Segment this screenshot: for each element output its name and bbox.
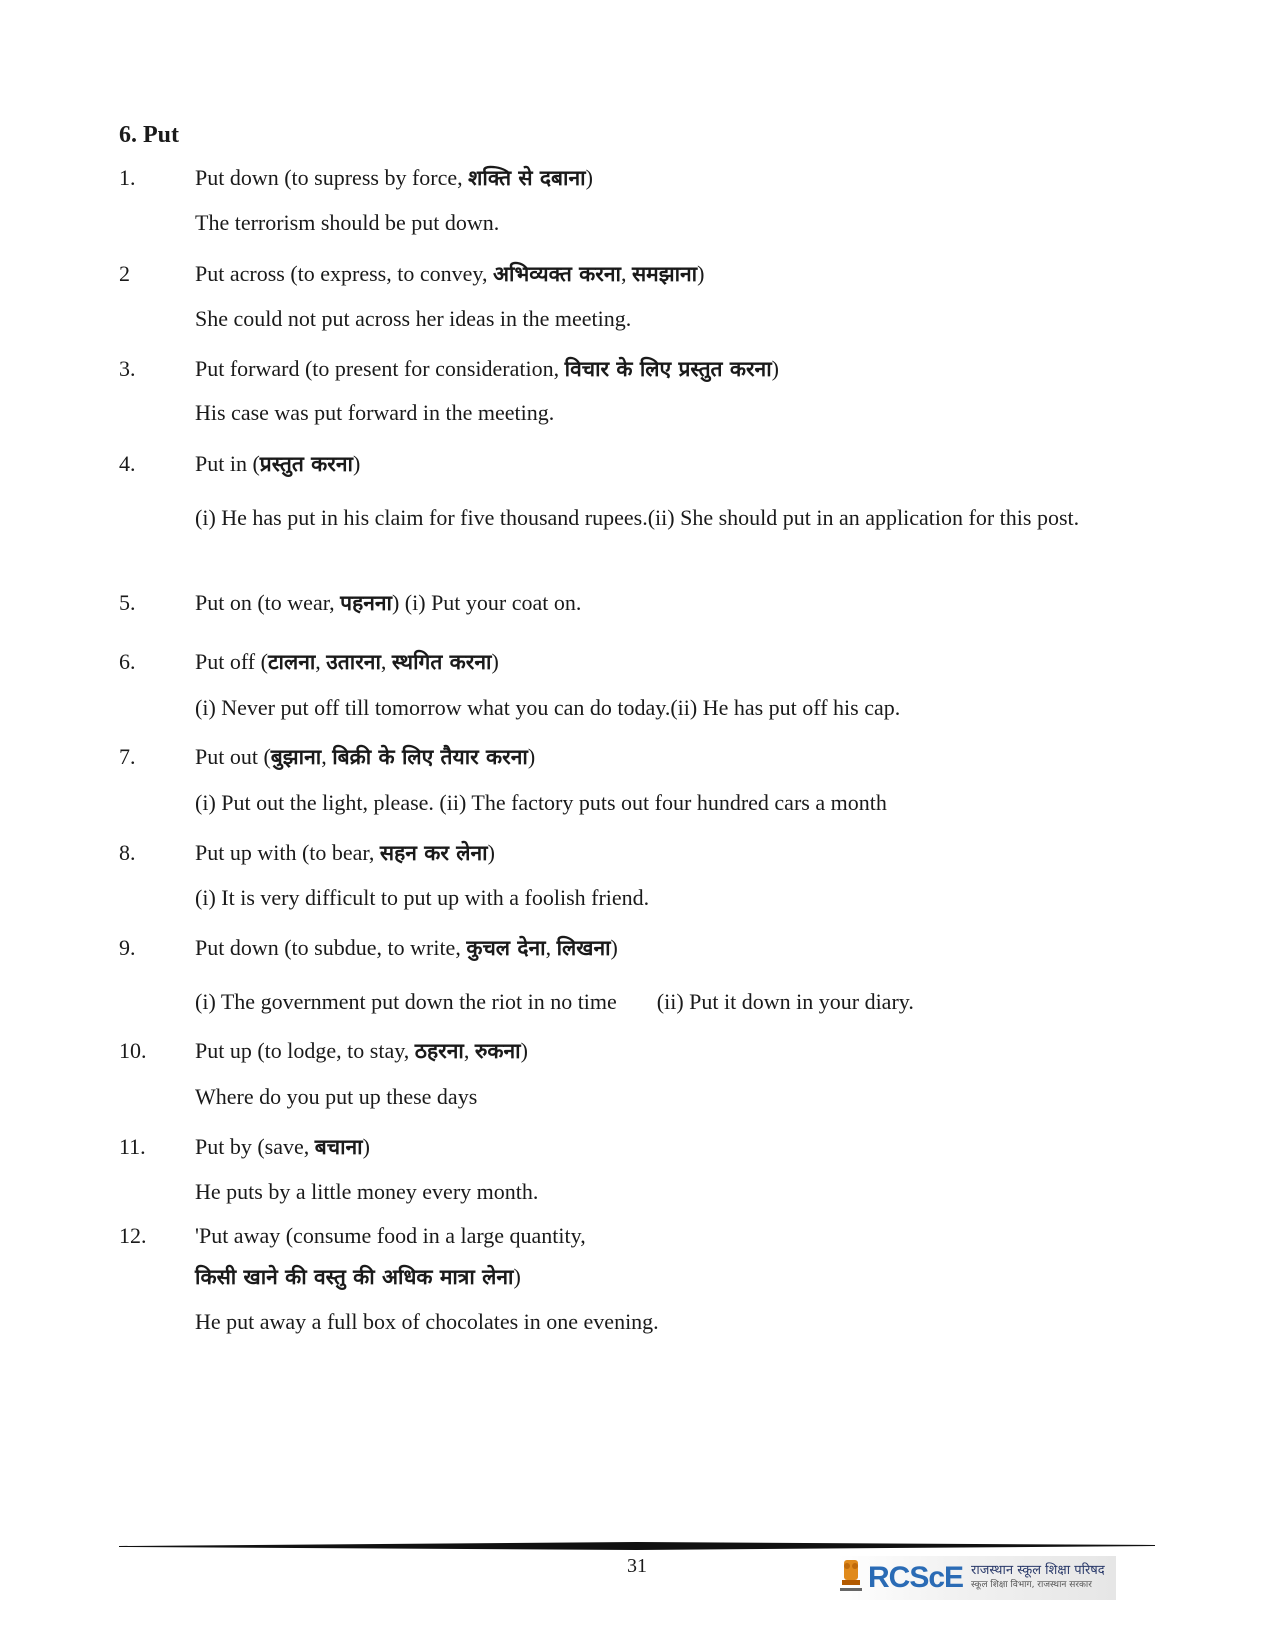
example-sentence: (i) He has put in his claim for five thousand rupees.(ii) She should put in an application for this post. xyxy=(195,505,1080,530)
phrasal-verb-term: Put down (to subdue, to write, कुचल देना, लिखना) xyxy=(195,935,618,960)
logo-wordmark: RCScE xyxy=(868,1561,964,1594)
item-number: 11. xyxy=(119,1134,146,1159)
phrasal-verb-term: Put across (to express, to convey, अभिव्यक्त करना, समझाना) xyxy=(195,261,705,286)
example-sentence: She could not put across her ideas in the meeting. xyxy=(195,306,632,331)
phrasal-verb-term: Put up with (to bear, सहन कर लेना) xyxy=(195,840,495,865)
phrasal-verb-term: Put in (प्रस्तुत करना) xyxy=(195,451,361,476)
example-sentence: (i) The government put down the riot in no time (ii) Put it down in your diary. xyxy=(195,989,914,1014)
footer-rule xyxy=(119,1542,1155,1550)
phrasal-verb-term: Put forward (to present for consideration, विचार के लिए प्रस्तुत करना) xyxy=(195,356,779,381)
item-number: 6. xyxy=(119,649,136,674)
example-sentence: Where do you put up these days xyxy=(195,1084,478,1109)
item-number: 7. xyxy=(119,744,136,769)
example-sentence: (i) Put out the light, please. (ii) The factory puts out four hundred cars a month xyxy=(195,790,887,815)
phrasal-verb-term: Put off (टालना, उतारना, स्थगित करना) xyxy=(195,649,499,674)
phrasal-verb-term: Put up (to lodge, to stay, ठहरना, रुकना) xyxy=(195,1038,528,1063)
example-sentence: He put away a full box of chocolates in one evening. xyxy=(195,1309,659,1334)
example-sentence: (i) It is very difficult to put up with a foolish friend. xyxy=(195,885,650,910)
phrasal-verb-term-continued: किसी खाने की वस्तु की अधिक मात्रा लेना) xyxy=(195,1264,521,1289)
item-number: 3. xyxy=(119,356,136,381)
example-sentence: He puts by a little money every month. xyxy=(195,1179,539,1204)
item-number: 12. xyxy=(119,1223,147,1248)
item-number: 5. xyxy=(119,590,136,615)
phrasal-verb-term: 'Put away (consume food in a large quantity, xyxy=(195,1223,586,1248)
phrasal-verb-term: Put by (save, बचाना) xyxy=(195,1134,370,1159)
rcsce-logo xyxy=(838,1556,1116,1600)
item-number: 4. xyxy=(119,451,136,476)
phrasal-verb-term: Put down (to supress by force, शक्ति से दबाना) xyxy=(195,165,593,190)
state-emblem-icon xyxy=(838,1558,864,1598)
item-number: 2 xyxy=(119,261,130,286)
phrasal-verb-term: Put out (बुझाना, बिक्री के लिए तैयार करना) xyxy=(195,744,536,769)
item-number: 10. xyxy=(119,1038,147,1063)
example-sentence: (i) Never put off till tomorrow what you can do today.(ii) He has put off his cap. xyxy=(195,695,901,720)
example-sentence: The terrorism should be put down. xyxy=(195,210,500,235)
logo-subtitle: राजस्थान स्कूल शिक्षा परिषद स्कूल शिक्षा विभाग, राजस्थान सरकार xyxy=(971,1563,1105,1590)
page-number: 31 xyxy=(627,1555,647,1577)
phrasal-verb-term: Put on (to wear, पहनना) (i) Put your coat on. xyxy=(195,590,582,615)
example-sentence: His case was put forward in the meeting. xyxy=(195,400,555,425)
item-number: 8. xyxy=(119,840,136,865)
item-number: 9. xyxy=(119,935,136,960)
section-heading: 6. Put xyxy=(119,122,179,148)
item-number: 1. xyxy=(119,165,136,190)
